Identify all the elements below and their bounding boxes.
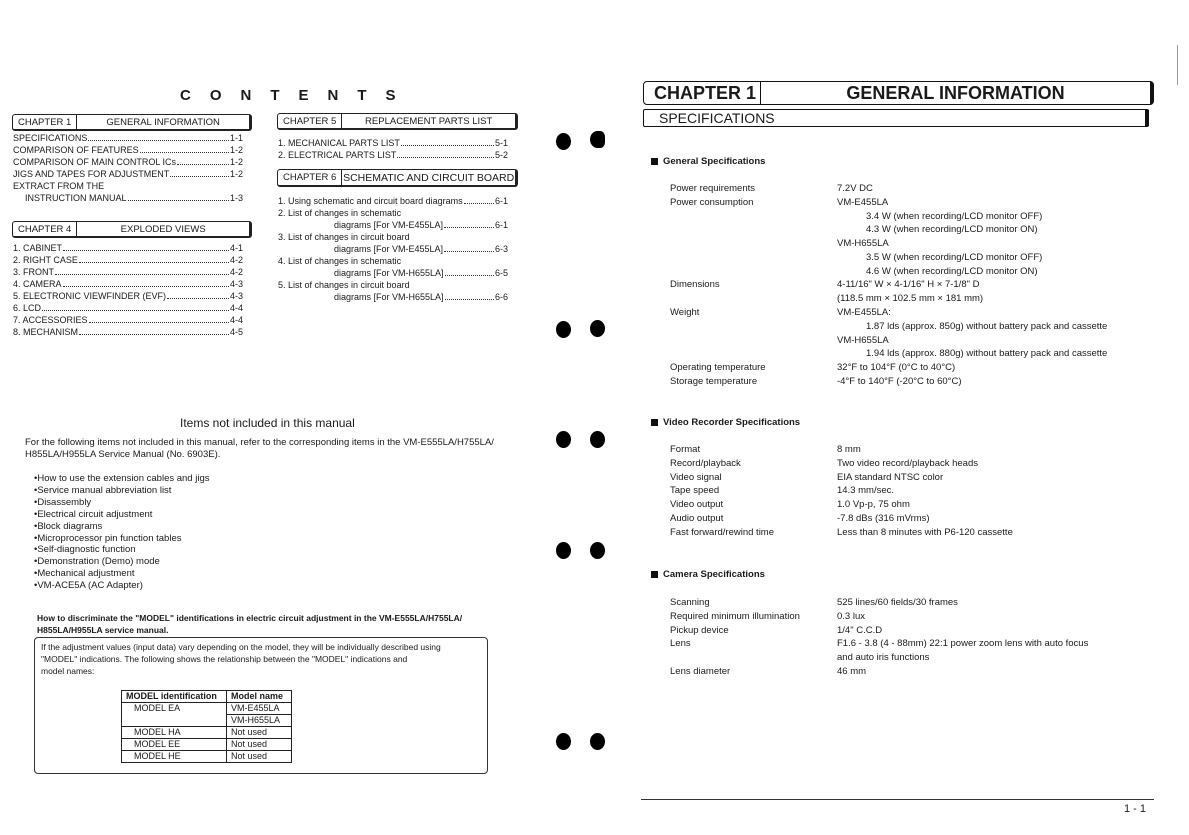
toc-page: 5-1 bbox=[494, 138, 508, 148]
column-header: Model name bbox=[227, 691, 292, 703]
weight-values bbox=[837, 306, 1107, 361]
chapter-num: CHAPTER 1 bbox=[13, 115, 77, 129]
toc-label: COMPARISON OF MAIN CONTROL ICs bbox=[13, 157, 177, 167]
spec-label: Lens diameter bbox=[670, 665, 731, 677]
intro-line: H855LA/H955LA Service Manual (No. 6903E). bbox=[25, 449, 221, 460]
spec-value: VM-H655LA bbox=[837, 334, 889, 346]
chapter1-banner bbox=[643, 81, 1154, 105]
general-spec-heading: General Specifications bbox=[651, 156, 765, 167]
camera-spec-heading: Camera Specifications bbox=[651, 569, 765, 580]
toc-label: EXTRACT FROM THE bbox=[13, 181, 105, 191]
spec-value: 3.5 W (when recording/LCD monitor OFF) bbox=[866, 251, 1043, 263]
list-item: •Microprocessor pin function tables bbox=[34, 532, 182, 544]
camera-spec-values bbox=[837, 596, 1088, 679]
toc-entry[interactable] bbox=[13, 326, 243, 338]
toc-label: 2. List of changes in schematic bbox=[278, 208, 402, 218]
toc-entry[interactable] bbox=[278, 149, 508, 161]
chapter-num: CHAPTER 5 bbox=[278, 114, 342, 128]
toc-entry[interactable] bbox=[13, 192, 243, 204]
toc-label: COMPARISON OF FEATURES bbox=[13, 145, 139, 155]
table-cell: Not used bbox=[227, 751, 292, 763]
chapter-title: REPLACEMENT PARTS LIST bbox=[365, 115, 493, 127]
dimensions-values bbox=[837, 278, 983, 306]
binder-hole bbox=[590, 131, 605, 148]
toc-page: 1-3 bbox=[229, 193, 243, 203]
spec-value: 4.3 W (when recording/LCD monitor ON) bbox=[866, 224, 1038, 236]
toc-label: 2. RIGHT CASE bbox=[13, 255, 78, 265]
list-item: •VM-ACE5A (AC Adapter) bbox=[34, 580, 143, 592]
spec-value: 14.3 mm/sec. bbox=[837, 485, 895, 497]
general-spec-labels bbox=[670, 182, 755, 210]
toc-entry[interactable] bbox=[13, 278, 243, 290]
toc-label: 5. List of changes in circuit board bbox=[278, 280, 410, 290]
body-line: "MODEL" indications. The following shows the relationship between the "MODEL" indications and bbox=[41, 654, 408, 664]
toc-page: 6-5 bbox=[494, 268, 508, 278]
chapter-num: CHAPTER 4 bbox=[13, 222, 77, 236]
model-table bbox=[121, 690, 292, 763]
toc-page: 4-1 bbox=[229, 243, 243, 253]
spec-label: Audio output bbox=[670, 512, 724, 524]
table-cell: MODEL HE bbox=[122, 751, 227, 763]
model-note-body bbox=[41, 641, 441, 677]
body-line: model names: bbox=[41, 666, 95, 676]
bullet-square-icon bbox=[651, 419, 658, 426]
toc-label: SPECIFICATIONS bbox=[13, 133, 88, 143]
spec-label: Operating temperature bbox=[670, 362, 766, 373]
spec-label: Video output bbox=[670, 499, 724, 511]
spec-value: 32°F to 104°F (0°C to 40°C) bbox=[837, 362, 956, 373]
chapter-title: SCHEMATIC AND CIRCUIT BOARD bbox=[343, 171, 515, 184]
list-item: •Service manual abbreviation list bbox=[34, 484, 172, 496]
toc-label: diagrams [For VM-H655LA] bbox=[334, 268, 444, 278]
spec-value: 525 lines/60 fields/30 frames bbox=[837, 597, 958, 608]
toc-entry[interactable] bbox=[13, 302, 243, 314]
spec-value: 1.0 Vp-p, 75 ohm bbox=[837, 499, 910, 511]
general-spec-values bbox=[837, 182, 1042, 279]
spec-label: Power consumption bbox=[670, 196, 754, 208]
toc-entry[interactable] bbox=[278, 243, 508, 255]
table-cell: MODEL EA bbox=[122, 703, 227, 715]
video-spec-heading: Video Recorder Specifications bbox=[651, 417, 800, 428]
toc-label: 7. ACCESSORIES bbox=[13, 315, 88, 325]
toc-page: 4-4 bbox=[229, 303, 243, 313]
toc-page: 5-2 bbox=[494, 150, 508, 160]
toc-label: diagrams [For VM-H655LA] bbox=[334, 292, 444, 302]
toc-label: 1. MECHANICAL PARTS LIST bbox=[278, 138, 400, 148]
spec-label: Storage temperature bbox=[670, 375, 758, 387]
spec-value: VM-H655LA bbox=[837, 238, 889, 250]
table-cell: Not used bbox=[227, 739, 292, 751]
video-spec-values bbox=[837, 443, 1013, 540]
heading-line: H855LA/H955LA service manual. bbox=[37, 625, 169, 635]
toc-label: 4. CAMERA bbox=[13, 279, 62, 289]
not-included-list bbox=[34, 473, 210, 592]
table-cell: MODEL EE bbox=[122, 739, 227, 751]
spec-label: Lens bbox=[670, 638, 691, 650]
model-note-heading bbox=[37, 612, 462, 636]
chapter-title: GENERAL INFORMATION bbox=[106, 116, 220, 128]
chapter4-toc bbox=[13, 242, 243, 338]
spec-label: Power requirements bbox=[670, 183, 756, 194]
toc-entry[interactable] bbox=[13, 132, 243, 144]
toc-label: diagrams [For VM-E455LA] bbox=[334, 220, 444, 230]
toc-entry[interactable] bbox=[13, 266, 243, 278]
page-number: 1 - 1 bbox=[1124, 803, 1147, 815]
chapter1-header bbox=[12, 114, 252, 131]
chapter4-header bbox=[12, 221, 252, 238]
table-row bbox=[122, 739, 292, 751]
toc-page: 6-1 bbox=[494, 220, 508, 230]
spec-label: Weight bbox=[670, 307, 700, 318]
toc-page: 6-1 bbox=[494, 196, 508, 206]
table-cell: VM-E455LA bbox=[227, 703, 292, 715]
spec-value: Two video record/playback heads bbox=[837, 457, 978, 469]
spec-value: 1.87 lds (approx. 850g) without battery pack and cassette bbox=[866, 320, 1108, 332]
table-cell bbox=[122, 715, 227, 727]
binder-hole bbox=[590, 542, 605, 559]
list-item: •Self-diagnostic function bbox=[34, 544, 136, 556]
spec-value: Less than 8 minutes with P6-120 cassette bbox=[837, 526, 1013, 538]
toc-page: 1-2 bbox=[229, 145, 243, 155]
toc-label: 8. MECHANISM bbox=[13, 327, 79, 337]
spec-value: 1.94 lds (approx. 880g) without battery pack and cassette bbox=[866, 348, 1108, 360]
toc-entry[interactable] bbox=[278, 267, 508, 279]
chapter5-header bbox=[277, 113, 518, 130]
spec-value: 4-11/16" W × 4-1/16" H × 7-1/8" D bbox=[837, 279, 980, 290]
body-line: If the adjustment values (input data) vary depending on the model, they will be individually described using bbox=[41, 642, 441, 652]
toc-page: 4-5 bbox=[229, 327, 243, 337]
chapter1-toc bbox=[13, 132, 243, 204]
toc-page: 4-3 bbox=[229, 291, 243, 301]
toc-entry[interactable] bbox=[278, 291, 508, 303]
toc-entry[interactable] bbox=[13, 242, 243, 254]
video-spec-labels bbox=[670, 443, 774, 540]
spec-label: Dimensions bbox=[670, 279, 720, 290]
toc-entry[interactable] bbox=[278, 137, 508, 149]
toc-label: 2. ELECTRICAL PARTS LIST bbox=[278, 150, 397, 160]
toc-label: 3. FRONT bbox=[13, 267, 55, 277]
bullet-square-icon bbox=[651, 571, 658, 578]
table-row bbox=[122, 715, 292, 727]
heading-line: How to discriminate the "MODEL" identifications in electric circuit adjustment in the VM-E555LA/H755LA/ bbox=[37, 613, 463, 623]
spec-value: 0.3 lux bbox=[837, 610, 865, 622]
temperature-labels bbox=[670, 361, 766, 389]
toc-entry[interactable] bbox=[13, 314, 243, 326]
spec-value: 8 mm bbox=[837, 444, 861, 455]
toc-page: 4-4 bbox=[229, 315, 243, 325]
spec-value: EIA standard NTSC color bbox=[837, 471, 944, 483]
table-cell: MODEL HA bbox=[122, 727, 227, 739]
toc-entry[interactable] bbox=[13, 290, 243, 302]
spec-value: -7.8 dBs (316 mVrms) bbox=[837, 512, 930, 524]
chapter6-toc bbox=[278, 195, 508, 303]
table-cell: VM-H655LA bbox=[227, 715, 292, 727]
binder-hole bbox=[590, 431, 605, 448]
list-item: •Disassembly bbox=[34, 496, 92, 508]
list-item: •Block diagrams bbox=[34, 520, 103, 532]
toc-page: 6-6 bbox=[494, 292, 508, 302]
chapter-title: EXPLODED VIEWS bbox=[120, 223, 206, 235]
toc-page: 4-2 bbox=[229, 267, 243, 277]
toc-label: 3. List of changes in circuit board bbox=[278, 232, 410, 242]
spec-label: Fast forward/rewind time bbox=[670, 526, 775, 538]
toc-label: 6. LCD bbox=[13, 303, 42, 313]
toc-page: 6-3 bbox=[494, 244, 508, 254]
toc-entry[interactable] bbox=[13, 144, 243, 156]
list-item: •Electrical circuit adjustment bbox=[34, 508, 153, 520]
spec-value: VM-E455LA bbox=[837, 196, 889, 208]
list-item: •How to use the extension cables and jigs bbox=[34, 473, 210, 484]
not-included-title: Items not included in this manual bbox=[180, 416, 355, 430]
toc-label: diagrams [For VM-E455LA] bbox=[334, 244, 444, 254]
chapter-num: CHAPTER 6 bbox=[278, 170, 342, 185]
spec-value: 7.2V DC bbox=[837, 183, 873, 194]
table-row bbox=[122, 751, 292, 763]
chapter-num: CHAPTER 1 bbox=[644, 82, 761, 104]
bullet-square-icon bbox=[651, 158, 658, 165]
spec-value: F1.6 - 3.8 (4 - 88mm) 22:1 power zoom lens with auto focus bbox=[837, 638, 1089, 650]
column-header: MODEL identification bbox=[122, 691, 227, 703]
toc-label: 4. List of changes in schematic bbox=[278, 256, 402, 266]
chapter6-header bbox=[277, 169, 518, 187]
toc-entry[interactable] bbox=[278, 219, 508, 231]
spec-label: Scanning bbox=[670, 597, 710, 608]
toc-label: 5. ELECTRONIC VIEWFINDER (EVF) bbox=[13, 291, 167, 301]
contents-title: CONTENTS bbox=[180, 87, 415, 104]
spec-value: and auto iris functions bbox=[837, 652, 930, 664]
spec-value: 1/4" C.C.D bbox=[837, 624, 883, 636]
toc-page: 1-2 bbox=[229, 157, 243, 167]
toc-label: JIGS AND TAPES FOR ADJUSTMENT bbox=[13, 169, 170, 179]
footer-rule bbox=[641, 799, 1154, 800]
toc-page: 1-1 bbox=[229, 133, 243, 143]
binder-hole bbox=[590, 320, 605, 337]
toc-page: 4-3 bbox=[229, 279, 243, 289]
spec-value: (118.5 mm × 102.5 mm × 181 mm) bbox=[837, 292, 984, 304]
binder-hole bbox=[556, 133, 571, 150]
spec-value: 46 mm bbox=[837, 665, 867, 677]
table-header-row bbox=[122, 691, 292, 703]
spec-label: Required minimum illumination bbox=[670, 610, 800, 622]
scan-edge-mark bbox=[1177, 45, 1178, 85]
toc-page: 4-2 bbox=[229, 255, 243, 265]
spec-value: 4.6 W (when recording/LCD monitor ON) bbox=[866, 265, 1038, 277]
toc-page: 1-2 bbox=[229, 169, 243, 179]
toc-label: 1. CABINET bbox=[13, 243, 63, 253]
list-item: •Demonstration (Demo) mode bbox=[34, 556, 160, 568]
model-note-box bbox=[34, 637, 488, 774]
spec-value: 3.4 W (when recording/LCD monitor OFF) bbox=[866, 210, 1043, 222]
binder-hole bbox=[590, 733, 605, 750]
spec-label: Format bbox=[670, 444, 701, 455]
toc-entry[interactable] bbox=[13, 156, 243, 168]
binder-hole bbox=[556, 431, 571, 448]
toc-label: 1. Using schematic and circuit board diagrams bbox=[278, 196, 463, 206]
toc-entry[interactable] bbox=[13, 168, 243, 180]
temperature-values bbox=[837, 361, 962, 389]
camera-spec-labels bbox=[670, 596, 800, 679]
spec-value: VM-E455LA: bbox=[837, 307, 891, 318]
spec-label: Record/playback bbox=[670, 457, 741, 469]
binder-hole bbox=[556, 733, 571, 750]
section-title: SPECIFICATIONS bbox=[643, 109, 1149, 127]
toc-entry[interactable] bbox=[278, 195, 508, 207]
spec-label: Video signal bbox=[670, 471, 722, 483]
list-item: •Mechanical adjustment bbox=[34, 568, 135, 580]
toc-entry[interactable] bbox=[13, 254, 243, 266]
toc-label: INSTRUCTION MANUAL bbox=[25, 193, 127, 203]
spec-label: Tape speed bbox=[670, 485, 720, 497]
spec-label: Pickup device bbox=[670, 624, 729, 636]
table-cell: Not used bbox=[227, 727, 292, 739]
table-row bbox=[122, 703, 292, 715]
intro-line: For the following items not included in this manual, refer to the corresponding items in the VM-E555LA/H755LA/ bbox=[25, 437, 494, 448]
binder-hole bbox=[556, 542, 571, 559]
chapter5-toc bbox=[278, 137, 508, 161]
spec-value: -4°F to 140°F (-20°C to 60°C) bbox=[837, 375, 962, 387]
table-row bbox=[122, 727, 292, 739]
chapter-title: GENERAL INFORMATION bbox=[846, 82, 1065, 103]
binder-hole bbox=[556, 321, 571, 338]
not-included-intro bbox=[25, 437, 494, 461]
